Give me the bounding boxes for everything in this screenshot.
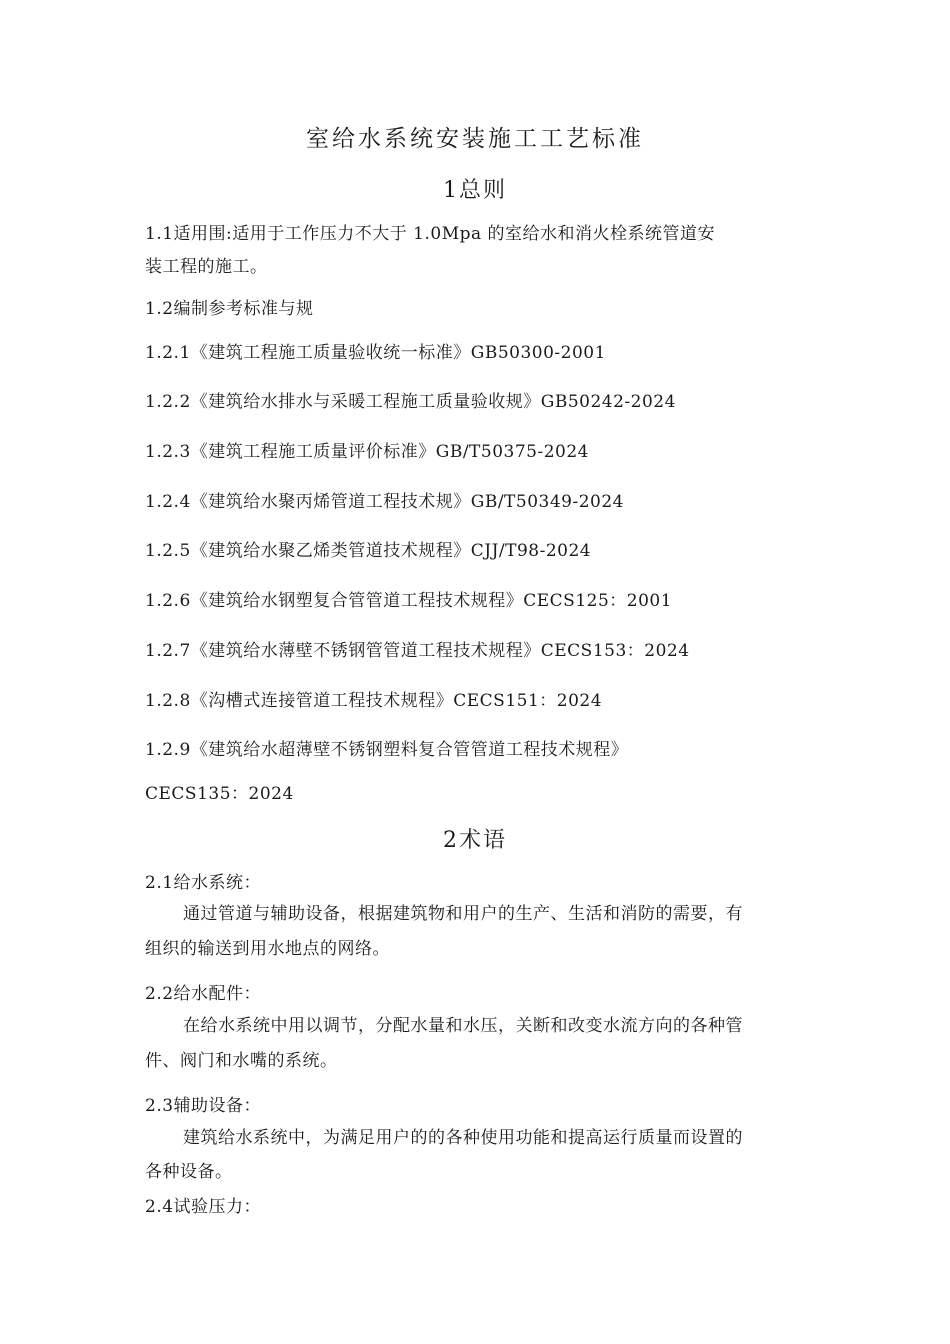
- term-heading: 2.2给水配件：: [145, 984, 262, 1004]
- term-definition: 在给水系统中用以调节，分配水量和水压，关断和改变水流方向的各种管: [183, 1016, 743, 1036]
- standard-reference: 1.2.8《沟槽式连接管道工程技术规程》CECS151：2024: [145, 691, 603, 711]
- document-title: 室给水系统安装施工工艺标准: [306, 126, 644, 152]
- term-definition: 建筑给水系统中，为满足用户的的各种使用功能和提高运行质量而设置的: [183, 1128, 743, 1148]
- standard-reference: 1.2.9《建筑给水超薄壁不锈钢塑料复合管管道工程技术规程》: [145, 740, 629, 760]
- term-definition: 通过管道与辅助设备，根据建筑物和用户的生产、生活和消防的需要，有: [183, 904, 743, 924]
- term-definition: 各种设备。: [145, 1162, 233, 1182]
- section-heading-terms: 2术语: [443, 828, 507, 853]
- section-heading-general: 1总则: [443, 178, 507, 203]
- term-heading: 2.1给水系统：: [145, 873, 262, 893]
- standard-reference: 1.2.4《建筑给水聚丙烯管道工程技术规》GB/T50349-2024: [145, 492, 624, 512]
- term-definition: 组织的输送到用水地点的网络。: [145, 939, 390, 959]
- term-definition: 件、阀门和水嘴的系统。: [145, 1051, 338, 1071]
- standard-reference-continued: CECS135：2024: [145, 784, 294, 804]
- standard-reference: 1.2.1《建筑工程施工质量验收统一标准》GB50300-2001: [145, 343, 606, 363]
- subsection-heading: 1.2编制参考标准与规: [145, 299, 314, 319]
- term-heading: 2.4试验压力：: [145, 1197, 262, 1217]
- standard-reference: 1.2.6《建筑给水钢塑复合管管道工程技术规程》CECS125：2001: [145, 591, 673, 611]
- paragraph-line: 装工程的施工。: [145, 257, 268, 277]
- standard-reference: 1.2.5《建筑给水聚乙烯类管道技术规程》CJJ/T98-2024: [145, 541, 592, 561]
- standard-reference: 1.2.2《建筑给水排水与采暖工程施工质量验收规》GB50242-2024: [145, 392, 676, 412]
- standard-reference: 1.2.3《建筑工程施工质量评价标准》GB/T50375-2024: [145, 442, 589, 462]
- paragraph-line: 1.1适用围:适用于工作压力不大于 1.0Mpa 的室给水和消火栓系统管道安: [145, 224, 716, 244]
- standard-reference: 1.2.7《建筑给水薄壁不锈钢管管道工程技术规程》CECS153：2024: [145, 641, 690, 661]
- term-heading: 2.3辅助设备：: [145, 1096, 262, 1116]
